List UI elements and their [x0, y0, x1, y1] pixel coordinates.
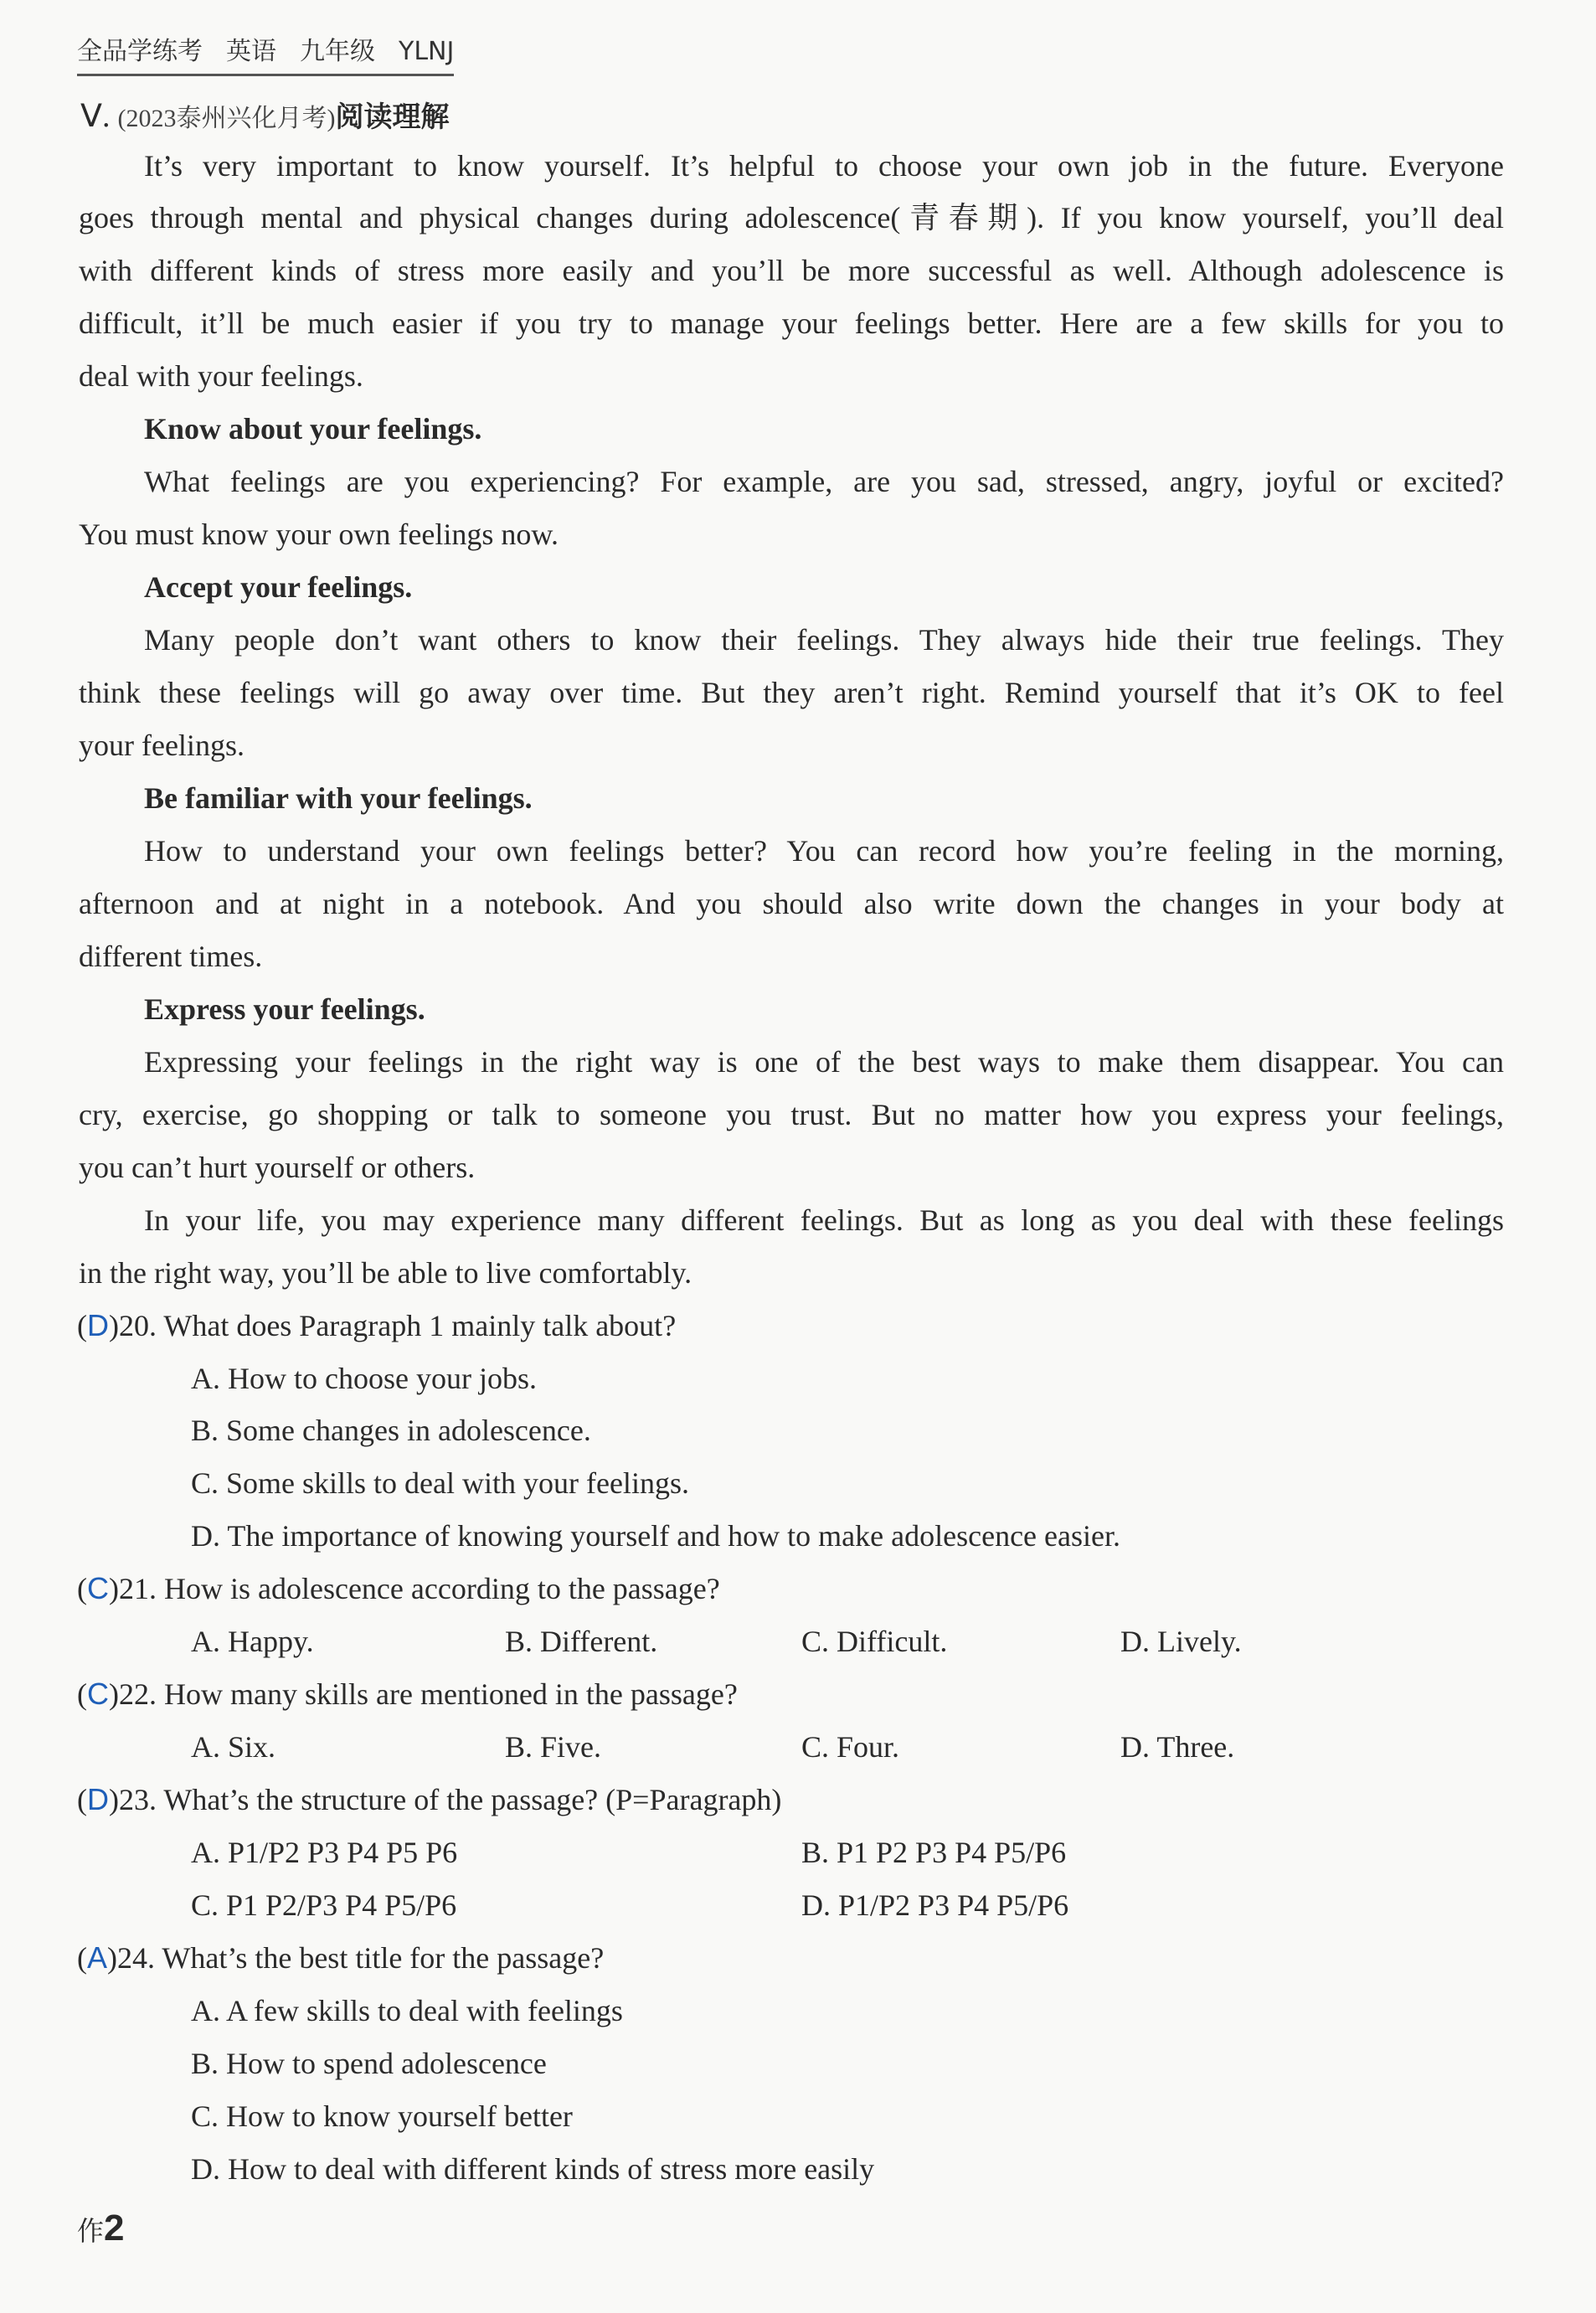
question-20: (D)20. What does Paragraph 1 mainly talk about?	[77, 1308, 677, 1342]
option-a: A. Happy.	[191, 1625, 314, 1658]
passage-line: difficult, it’ll be much easier if you try to manage your feelings better. Here are a few skills for you to	[79, 307, 1504, 340]
question-number: 21.	[119, 1572, 157, 1605]
passage-line: think these feelings will go away over time. But they aren’t right. Remind yourself that it’s OK to feel	[79, 676, 1504, 709]
question-21: (C)21. How is adolescence according to the passage?	[77, 1571, 720, 1605]
option-b: B. Five.	[505, 1730, 602, 1764]
option-b: B. P1 P2 P3 P4 P5/P6	[801, 1836, 1067, 1869]
header-subject: 英语	[226, 37, 276, 66]
passage-line: What feelings are you experiencing? For example, are you sad, stressed, angry, joyful or excited?	[144, 465, 1504, 498]
option-b: B. Some changes in adolescence.	[191, 1414, 591, 1447]
section-number: Ⅴ.	[80, 99, 111, 134]
option-a: A. How to choose your jobs.	[191, 1362, 537, 1395]
header-series: 全品学练考	[77, 37, 203, 66]
page-footer	[77, 2207, 125, 2249]
passage-line: It’s very important to know yourself. It’s helpful to choose your own job in the future. Everyone	[144, 149, 1504, 183]
passage-line: your feelings.	[79, 729, 245, 762]
section-source: (2023泰州兴化月考)	[117, 105, 336, 132]
answer-mark: A	[87, 1940, 108, 1975]
question-23: (D)23. What’s the structure of the passage? (P=Paragraph)	[77, 1782, 782, 1816]
option-b: B. How to spend adolescence	[191, 2047, 547, 2080]
passage-line: different times.	[79, 940, 263, 973]
question-text: What’s the best title for the passage?	[162, 1941, 605, 1975]
option-c: C. Four.	[801, 1730, 900, 1764]
question-number: 22.	[119, 1677, 157, 1711]
passage-line: afternoon and at night in a notebook. And you should also write down the changes in your body at	[79, 887, 1504, 920]
question-22: (C)22. How many skills are mentioned in the passage?	[77, 1677, 738, 1711]
page-header	[77, 30, 454, 76]
option-a: A. A few skills to deal with feelings	[191, 1994, 623, 2027]
option-d: D. P1/P2 P3 P4 P5/P6	[801, 1888, 1069, 1922]
passage-line: with different kinds of stress more easily and you’ll be more successful as well. Although adolescence is	[79, 254, 1504, 287]
passage-line: How to understand your own feelings better? You can record how you’re feeling in the morning,	[144, 834, 1504, 868]
header-grade: 九年级	[300, 37, 375, 66]
option-a: A. Six.	[191, 1730, 276, 1764]
option-d: D. The importance of knowing yourself and how to make adolescence easier.	[191, 1519, 1120, 1553]
option-d: D. How to deal with different kinds of stress more easily	[191, 2152, 875, 2186]
passage-line: Many people don’t want others to know their feelings. They always hide their true feelings. They	[144, 623, 1504, 657]
question-number: 24.	[117, 1941, 156, 1975]
passage-line: cry, exercise, go shopping or talk to someone you trust. But no matter how you express your feelings,	[79, 1098, 1504, 1131]
passage-line: deal with your feelings.	[79, 359, 363, 393]
option-a: A. P1/P2 P3 P4 P5 P6	[191, 1836, 458, 1869]
passage-line: in the right way, you’ll be able to live comfortably.	[79, 1256, 692, 1290]
answer-mark: C	[87, 1571, 109, 1605]
subheading: Know about your feelings.	[144, 412, 482, 446]
option-c: C. Difficult.	[801, 1625, 948, 1658]
page-number: 2	[104, 2207, 125, 2249]
answer-mark: D	[87, 1782, 109, 1816]
passage-line: Expressing your feelings in the right way is one of the best ways to make them disappear. You can	[144, 1045, 1504, 1079]
section-title	[80, 94, 449, 135]
option-b: B. Different.	[505, 1625, 658, 1658]
footer-label: 作	[77, 2215, 105, 2247]
question-text: How many skills are mentioned in the passage?	[164, 1677, 738, 1711]
passage-line: goes through mental and physical changes during adolescence(青春期). If you know yourself, you’ll deal	[79, 201, 1504, 234]
passage-line: You must know your own feelings now.	[79, 518, 559, 551]
question-number: 23.	[119, 1783, 157, 1816]
question-number: 20.	[119, 1309, 157, 1342]
section-name: 阅读理解	[335, 100, 450, 134]
option-d: D. Lively.	[1120, 1625, 1242, 1658]
option-c: C. How to know yourself better	[191, 2099, 573, 2133]
passage-line: In your life, you may experience many different feelings. But as long as you deal with these feelings	[144, 1203, 1504, 1237]
question-24: (A)24. What’s the best title for the passage?	[77, 1940, 605, 1975]
subheading: Accept your feelings.	[144, 570, 413, 604]
header-edition: YLNJ	[399, 37, 455, 66]
answer-mark: C	[87, 1677, 109, 1711]
option-c: C. Some skills to deal with your feelings.	[191, 1466, 689, 1500]
option-d: D. Three.	[1120, 1730, 1235, 1764]
subheading: Be familiar with your feelings.	[144, 781, 533, 815]
question-text: What does Paragraph 1 mainly talk about?	[163, 1309, 677, 1342]
question-text: How is adolescence according to the passage?	[164, 1572, 720, 1605]
answer-mark: D	[87, 1308, 109, 1342]
question-text: What’s the structure of the passage? (P=Paragraph)	[163, 1783, 782, 1816]
subheading: Express your feelings.	[144, 992, 425, 1026]
passage-line: you can’t hurt yourself or others.	[79, 1151, 476, 1184]
option-c: C. P1 P2/P3 P4 P5/P6	[191, 1888, 457, 1922]
